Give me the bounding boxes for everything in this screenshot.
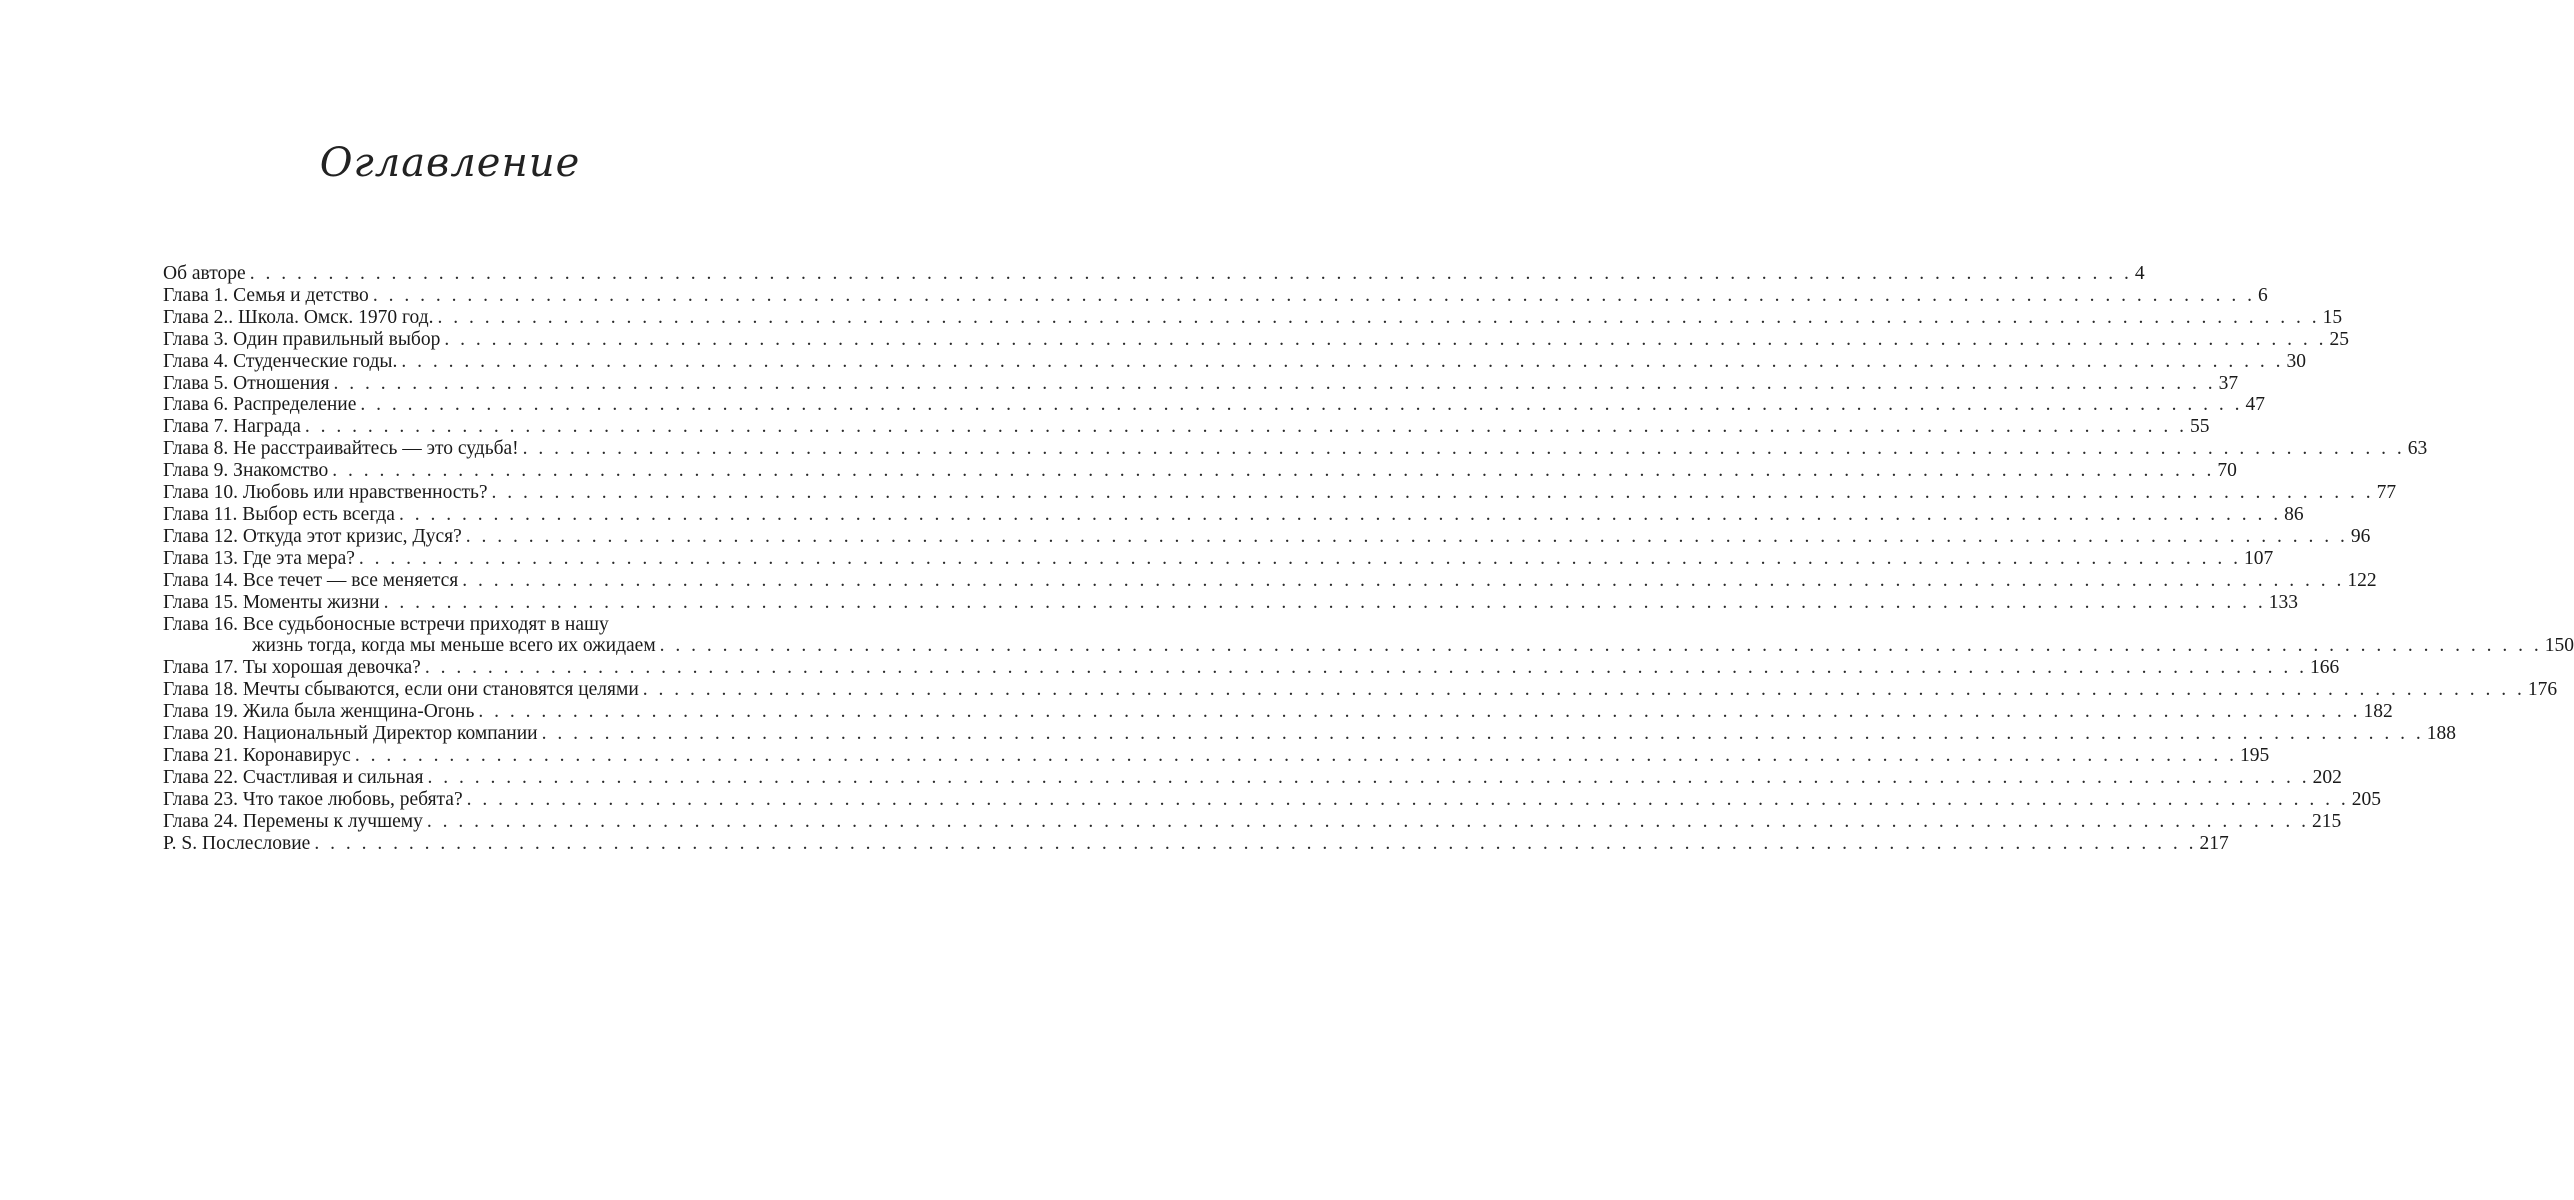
toc-entry-label: Глава 17. Ты хорошая девочка? [163,657,421,679]
toc-entry-label: Об авторе [163,263,246,284]
dot-leader: . . . . . . . . . . . . . . . . . . . . . . . . . . . . . . . . . . . . . . . . . . . . . . . . . . . . . . . . . . . . . . . . . . . . . . . . . . . . . . . . . . . . . . . . . . . . . . . . . . . . . . . . . . . . . . . . . . . . . . . . [424,657,2307,679]
toc-entry [163,657,2340,679]
toc-entry-label: Глава 2.. Школа. Омск. 1970 год. [163,306,434,328]
toc-entry-page: 63 [2407,438,2428,460]
dot-leader: . . . . . . . . . . . . . . . . . . . . . . . . . . . . . . . . . . . . . . . . . . . . . . . . . . . . . . . . . . . . . . . . . . . . . . . . . . . . . . . . . . . . . . . . . . . . . . . . . . . . . . . . . . . . . . . . . . . . . . . . [426,810,2309,832]
toc-entry-page: 15 [2322,306,2343,328]
toc-entry [163,503,2304,526]
toc-entry-page: 215 [2312,810,2342,832]
toc-entry-page: 107 [2244,547,2274,569]
toc-entry-page: 176 [2527,679,2558,701]
toc-entry [163,284,2268,307]
toc-entry [163,350,2306,373]
toc-entry-multiline-start [163,614,771,636]
dot-leader: . . . . . . . . . . . . . . . . . . . . . . . . . . . . . . . . . . . . . . . . . . . . . . . . . . . . . . . . . . . . . . . . . . . . . . . . . . . . . . . . . . . . . . . . . . . . . . . . . . . . . . . . . . . . . . . . . . . . . . . . [444,328,2327,350]
dot-leader: . . . . . . . . . . . . . . . . . . . . . . . . . . . . . . . . . . . . . . . . . . . . . . . . . . . . . . . . . . . . . . . . . . . . . . . . . . . . . . . . . . . . . . . . . . . . . . . . . . . . . . . . . . . . . . . . . . . . . . . . [427,766,2310,788]
toc-entry-page: 6 [2257,284,2268,306]
toc-entry-label: Глава 19. Жила была женщина-Огонь [163,701,475,723]
toc-entry-label: Глава 12. Откуда этот кризис, Дуся? [163,525,462,547]
toc-entry-page: 182 [2363,701,2393,723]
dot-leader: . . . . . . . . . . . . . . . . . . . . . . . . . . . . . . . . . . . . . . . . . . . . . . . . . . . . . . . . . . . . . . . . . . . . . . . . . . . . . . . . . . . . . . . . . . . . . . . . . . . . . . . . . . . . . . . . . . . . . . . . [466,788,2349,810]
toc-entry [163,438,2428,460]
dot-leader: . . . . . . . . . . . . . . . . . . . . . . . . . . . . . . . . . . . . . . . . . . . . . . . . . . . . . . . . . . . . . . . . . . . . . . . . . . . . . . . . . . . . . . . . . . . . . . . . . . . . . . . . . . . . . . . . . . . . . . . . [304,416,2188,438]
toc-entry-label: Глава 7. Награда [163,416,301,438]
toc-entry-label: Глава 16. Все судьбоносные встречи приходят в нашу [163,613,609,635]
toc-entry-page: 150 [2544,635,2574,657]
toc-entry-label: Глава 3. Один правильный выбор [163,328,441,350]
toc-entry-label: Глава 11. Выбор есть всегда [163,503,395,525]
toc-entry [163,701,2393,723]
dot-leader: . . . . . . . . . . . . . . . . . . . . . . . . . . . . . . . . . . . . . . . . . . . . . . . . . . . . . . . . . . . . . . . . . . . . . . . . . . . . . . . . . . . . . . . . . . . . . . . . . . . . . . . . . . . . . . . . . . . . . . . . [541,723,2424,745]
toc-entry-page: 202 [2312,766,2342,788]
dot-leader: . . . . . . . . . . . . . . . . . . . . . . . . . . . . . . . . . . . . . . . . . . . . . . . . . . . . . . . . . . . . . . . . . . . . . . . . . . . . . . . . . . . . . . . . . . . . . . . . . . . . . . . . . . . . . . . . . . . . . . . . [383,591,2266,613]
dot-leader: . . . . . . . . . . . . . . . . . . . . . . . . . . . . . . . . . . . . . . . . . . . . . . . . . . . . . . . . . . . . . . . . . . . . . . . . . . . . . . . . . . . . . . . . . . . . . . . . . . . . . . . . . . . . . . . . . . . . . . . . [478,701,2361,723]
toc-entry [163,394,2266,416]
toc-entry-label: Глава 4. Студенческие годы. [163,350,398,372]
toc-entry-label: Глава 18. Мечты сбываются, если они становятся целями [163,679,639,701]
toc-entry-label: Глава 8. Не расстраивайтесь — это судьба! [163,438,519,460]
toc-entry-page: 4 [2134,263,2145,284]
dot-leader: . . . . . . . . . . . . . . . . . . . . . . . . . . . . . . . . . . . . . . . . . . . . . . . . . . . . . . . . . . . . . . . . . . . . . . . . . . . . . . . . . . . . . . . . . . . . . . . . . . . . . . . . . . . . . . . . . . . . . . . . [360,394,2243,416]
dot-leader: . . . . . . . . . . . . . . . . . . . . . . . . . . . . . . . . . . . . . . . . . . . . . . . . . . . . . . . . . . . . . . . . . . . . . . . . . . . . . . . . . . . . . . . . . . . . . . . . . . . . . . . . . . . . . . . . . . . . . . . . [522,438,2405,460]
toc-entry-label-continuation: жизнь тогда, когда мы меньше всего их ожидаем [252,635,656,657]
dot-leader: . . . . . . . . . . . . . . . . . . . . . . . . . . . . . . . . . . . . . . . . . . . . . . . . . . . . . . . . . . . . . . . . . . . . . . . . . . . . . . . . . . . . . . . . . . . . . . . . . . . . . . . . . . . . . . . . . . . . . . . . [642,679,2525,701]
dot-leader: . . . . . . . . . . . . . . . . . . . . . . . . . . . . . . . . . . . . . . . . . . . . . . . . . . . . . . . . . . . . . . . . . . . . . . . . . . . . . . . . . . . . . . . . . . . . . . . . . . . . . . . . . . . . . . . . . . . . . . . . [354,744,2237,766]
toc-entry-page: 217 [2199,832,2229,854]
toc-entry-label: Глава 22. Счастливая и сильная [163,766,424,788]
toc-entry [163,372,2239,395]
toc-entry-label: Глава 1. Семья и детство [163,284,369,306]
toc-entry [163,723,2456,745]
dot-leader: . . . . . . . . . . . . . . . . . . . . . . . . . . . . . . . . . . . . . . . . . . . . . . . . . . . . . . . . . . . . . . . . . . . . . . . . . . . . . . . . . . . . . . . . . . . . . . . . . . . . . . . . . . . . . . . . . . . . . . . . [398,503,2282,525]
toc-entry [163,591,2298,614]
dot-leader: . . . . . . . . . . . . . . . . . . . . . . . . . . . . . . . . . . . . . . . . . . . . . . . . . . . . . . . . . . . . . . . . . . . . . . . . . . . . . . . . . . . . . . . . . . . . . . . . . . . . . . . . . . . . . . . . . . . . . . . . [372,284,2255,306]
toc-entry [163,810,2342,833]
dot-leader: . . . . . . . . . . . . . . . . . . . . . . . . . . . . . . . . . . . . . . . . . . . . . . . . . . . . . . . . . . . . . . . . . . . . . . . . . . . . . . . . . . . . . . . . . . . . . . . . . . . . . . . . . . . . . . . . . . . . . . . . [332,460,2215,482]
toc-entry-label: Глава 9. Знакомство [163,460,329,482]
toc-entry-page: 30 [2286,350,2306,372]
toc-entry-page: 77 [2376,482,2397,504]
toc-entry-page: 55 [2190,416,2210,438]
toc-entry [163,832,2229,855]
toc-entry-label: Глава 20. Национальный Директор компании [163,723,538,745]
toc-entry [163,416,2210,438]
dot-leader: . . . . . . . . . . . . . . . . . . . . . . . . . . . . . . . . . . . . . . . . . . . . . . . . . . . . . . . . . . . . . . . . . . . . . . . . . . . . . . . . . . . . . . . . . . . . . . . . . . . . . . . . . . . . . . . . . . . . . . . . [437,306,2320,328]
toc-entry [163,569,2377,592]
toc-entry-label: Глава 15. Моменты жизни [163,591,380,613]
toc-entry-label: Глава 5. Отношения [163,372,330,394]
toc-entry-label: Глава 24. Перемены к лучшему [163,810,423,832]
toc-entry-label: Глава 10. Любовь или нравственность? [163,482,488,504]
dot-leader: . . . . . . . . . . . . . . . . . . . . . . . . . . . . . . . . . . . . . . . . . . . . . . . . . . . . . . . . . . . . . . . . . . . . . . . . . . . . . . . . . . . . . . . . . . . . . . . . . . . . . . . . . . . . . . . . . . . . . . . . [491,482,2374,504]
toc-entry [163,460,2237,482]
toc-entry [163,482,2397,504]
toc-entry-label: Глава 23. Что такое любовь, ребята? [163,788,463,810]
toc-entry-page: 37 [2218,372,2239,394]
toc-entry-label: P. S. Послесловие [163,832,311,854]
toc-entry [163,306,2343,329]
toc-entry [163,788,2381,811]
toc-entry-page: 133 [2268,591,2298,613]
toc-entry-page: 205 [2351,788,2381,810]
toc-entry-page: 86 [2284,503,2304,525]
toc-entry [163,679,2558,701]
toc-entry-page: 47 [2245,394,2266,416]
dot-leader: . . . . . . . . . . . . . . . . . . . . . . . . . . . . . . . . . . . . . . . . . . . . . . . . . . . . . . . . . . . . . . . . . . . . . . . . . . . . . . . . . . . . . . . . . . . . . . . . . . . . . . . . . . . . . . . . . . . . . . . . [465,525,2348,547]
dot-leader: . . . . . . . . . . . . . . . . . . . . . . . . . . . . . . . . . . . . . . . . . . . . . . . . . . . . . . . . . . . . . . . . . . . . . . . . . . . . . . . . . . . . . . . . . . . . . . . . . . . . . . . . . . . . . . . . . . . . . . . . [462,569,2345,591]
toc-entry-page: 25 [2329,328,2349,350]
toc-entry [163,263,2145,285]
dot-leader: . . . . . . . . . . . . . . . . . . . . . . . . . . . . . . . . . . . . . . . . . . . . . . . . . . . . . . . . . . . . . . . . . . . . . . . . . . . . . . . . . . . . . . . . . . . . . . . . . . . . . . . . . . . . . . . . . . . . . . . . [401,350,2284,372]
toc-entry-multiline-end [163,635,2574,657]
dot-leader: . . . . . . . . . . . . . . . . . . . . . . . . . . . . . . . . . . . . . . . . . . . . . . . . . . . . . . . . . . . . . . . . . . . . . . . . . . . . . . . . . . . . . . . . . . . . . . . . . . . . . . . . . . . . . . . . . . . . . . . . [314,832,2197,854]
toc-entry [163,744,2270,767]
toc-entry [163,766,2342,789]
toc-entry-label: Глава 21. Коронавирус [163,744,351,766]
toc-title: Оглавление [319,140,581,186]
toc-entry-label: Глава 14. Все течет — все меняется [163,569,459,591]
dot-leader: . . . . . . . . . . . . . . . . . . . . . . . . . . . . . . . . . . . . . . . . . . . . . . . . . . . . . . . . . . . . . . . . . . . . . . . . . . . . . . . . . . . . . . . . . . . . . . . . . . . . . . . . . . . . . . . . . . . . . . . . [358,547,2242,569]
toc-entry-page: 195 [2239,744,2270,766]
toc-entry-page: 188 [2426,723,2456,745]
table-of-contents [163,263,2574,854]
dot-leader: . . . . . . . . . . . . . . . . . . . . . . . . . . . . . . . . . . . . . . . . . . . . . . . . . . . . . . . . . . . . . . . . . . . . . . . . . . . . . . . . . . . . . . . . . . . . . . . . . . . . . . . . . . . . . . . . . . . . . . . . [659,635,2542,657]
dot-leader: . . . . . . . . . . . . . . . . . . . . . . . . . . . . . . . . . . . . . . . . . . . . . . . . . . . . . . . . . . . . . . . . . . . . . . . . . . . . . . . . . . . . . . . . . . . . . . . . . . . . . . . . . . . . . . . . . . . . . . . . [249,263,2132,284]
toc-entry-label: Глава 13. Где эта мера? [163,547,355,569]
toc-entry-page: 122 [2347,569,2377,591]
dot-leader: . . . . . . . . . . . . . . . . . . . . . . . . . . . . . . . . . . . . . . . . . . . . . . . . . . . . . . . . . . . . . . . . . . . . . . . . . . . . . . . . . . . . . . . . . . . . . . . . . . . . . . . . . . . . . . . . . . . . . . . . [333,372,2216,394]
toc-entry-page: 166 [2309,657,2340,679]
toc-entry-page: 70 [2217,460,2237,482]
toc-entry-page: 96 [2350,525,2371,547]
toc-entry [163,328,2349,351]
toc-entry-label: Глава 6. Распределение [163,394,357,416]
toc-entry [163,547,2274,570]
toc-entry [163,525,2371,548]
